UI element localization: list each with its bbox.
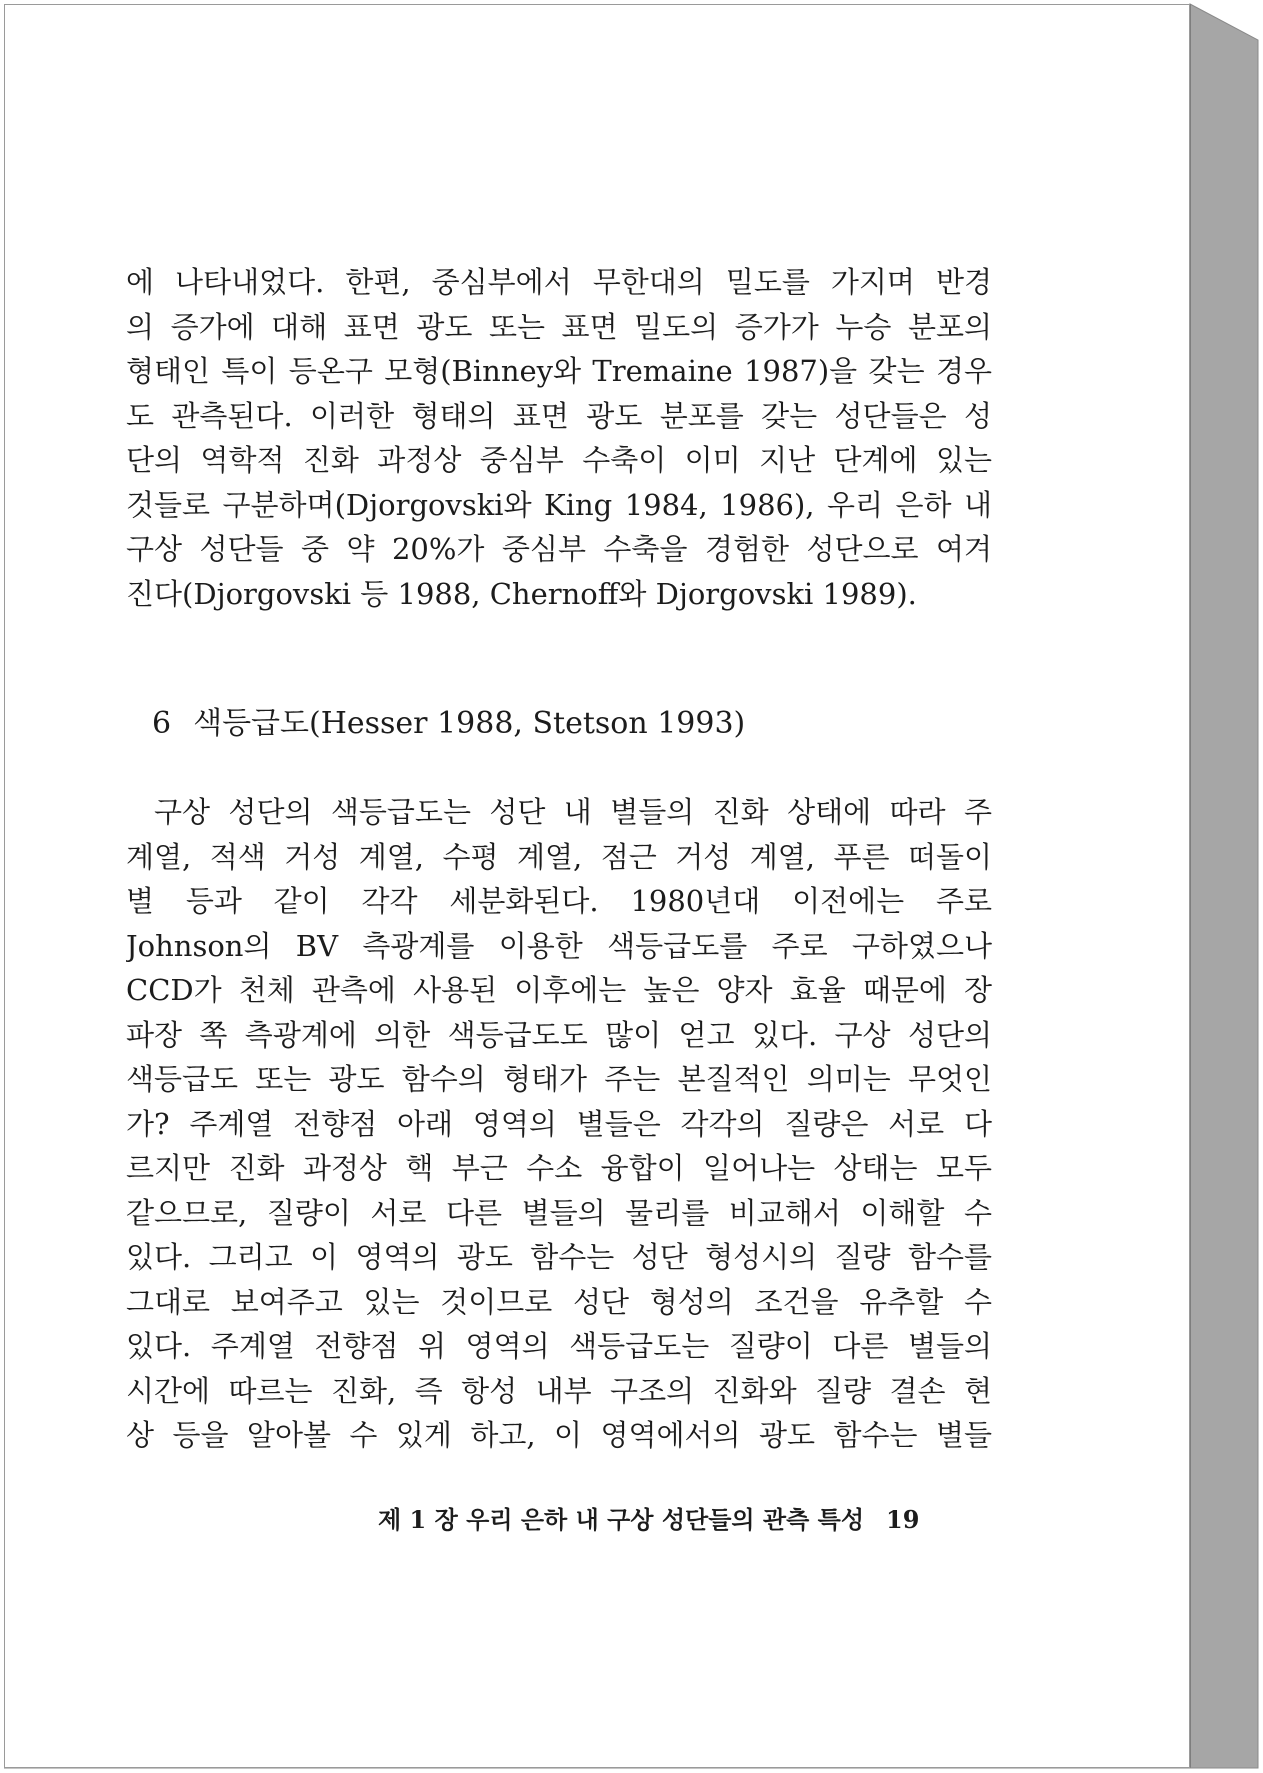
paragraph-1-line: 단의 역학적 진화 과정상 중심부 수축이 이미 지난 단계에 있는	[126, 443, 992, 477]
paragraph-2-line: 가? 주계열 전향점 아래 영역의 별들은 각각의 질량은 서로 다	[126, 1106, 992, 1141]
paragraph-1-line: 것들로 구분하며(Djorgovski와 King 1984, 1986), 우리 은하 내	[126, 487, 992, 522]
paragraph-2-line: 있다. 그리고 이 영역의 광도 함수는 성단 형성시의 질량 함수를	[126, 1240, 992, 1274]
section-number: 6	[152, 706, 172, 741]
paragraph-2-line: CCD가 천체 관측에 사용된 이후에는 높은 양자 효율 때문에 장	[126, 973, 992, 1007]
paragraph-2-line: 르지만 진화 과정상 핵 부근 수소 융합이 일어나는 상태는 모두	[126, 1151, 992, 1185]
paragraph-1-line: 형태인 특이 등온구 모형(Binney와 Tremaine 1987)을 갖는 경우	[126, 354, 992, 388]
page-number: 19	[886, 1505, 920, 1534]
paragraph-2-line: 구상 성단의 색등급도는 성단 내 별들의 진화 상태에 따라 주	[154, 795, 992, 829]
paragraph-1-line: 도 관측된다. 이러한 형태의 표면 광도 분포를 갖는 성단들은 성	[126, 398, 992, 433]
section-heading	[152, 698, 745, 742]
paragraph-2-line: 있다. 주계열 전향점 위 영역의 색등급도는 질량이 다른 별들의	[126, 1329, 992, 1363]
paragraph-1	[126, 260, 992, 616]
paragraph-1-line: 의 증가에 대해 표면 광도 또는 표면 밀도의 증가가 누승 분포의	[126, 309, 992, 344]
paragraph-2-line: Johnson의 BV 측광계를 이용한 색등급도를 주로 구하였으나	[126, 928, 992, 963]
chapter-title: 제 1 장 우리 은하 내 구상 성단들의 관측 특성	[378, 1505, 865, 1534]
paragraph-2-line: 그대로 보여주고 있는 것이므로 성단 형성의 조건을 유추할 수	[126, 1284, 992, 1319]
paragraph-1-line: 에 나타내었다. 한편, 중심부에서 무한대의 밀도를 가지며 반경	[126, 265, 992, 299]
paragraph-2-line: 별 등과 같이 각각 세분화된다. 1980년대 이전에는 주로	[126, 884, 992, 918]
paragraph-2-line: 계열, 적색 거성 계열, 수평 계열, 점근 거성 계열, 푸른 떠돌이	[126, 839, 992, 874]
section-title: 색등급도(Hesser 1988, Stetson 1993)	[193, 706, 746, 741]
paragraph-2-line: 파장 쪽 측광계에 의한 색등급도도 많이 얻고 있다. 구상 성단의	[126, 1017, 992, 1052]
paragraph-2	[126, 790, 992, 1458]
paragraph-2-line: 시간에 따르는 진화, 즉 항성 내부 구조의 진화와 질량 결손 현	[126, 1373, 992, 1408]
paragraph-2-line: 색등급도 또는 광도 함수의 형태가 주는 본질적인 의미는 무엇인	[126, 1062, 992, 1096]
running-footer	[378, 1500, 919, 1535]
paragraph-2-line: 같으므로, 질량이 서로 다른 별들의 물리를 비교해서 이해할 수	[126, 1195, 992, 1230]
paragraph-1-line: 진다(Djorgovski 등 1988, Chernoff와 Djorgovski 1989).	[126, 576, 917, 611]
paragraph-1-line: 구상 성단들 중 약 20%가 중심부 수축을 경험한 성단으로 여겨	[126, 532, 992, 566]
paragraph-2-line: 상 등을 알아볼 수 있게 하고, 이 영역에서의 광도 함수는 별들	[126, 1418, 992, 1452]
